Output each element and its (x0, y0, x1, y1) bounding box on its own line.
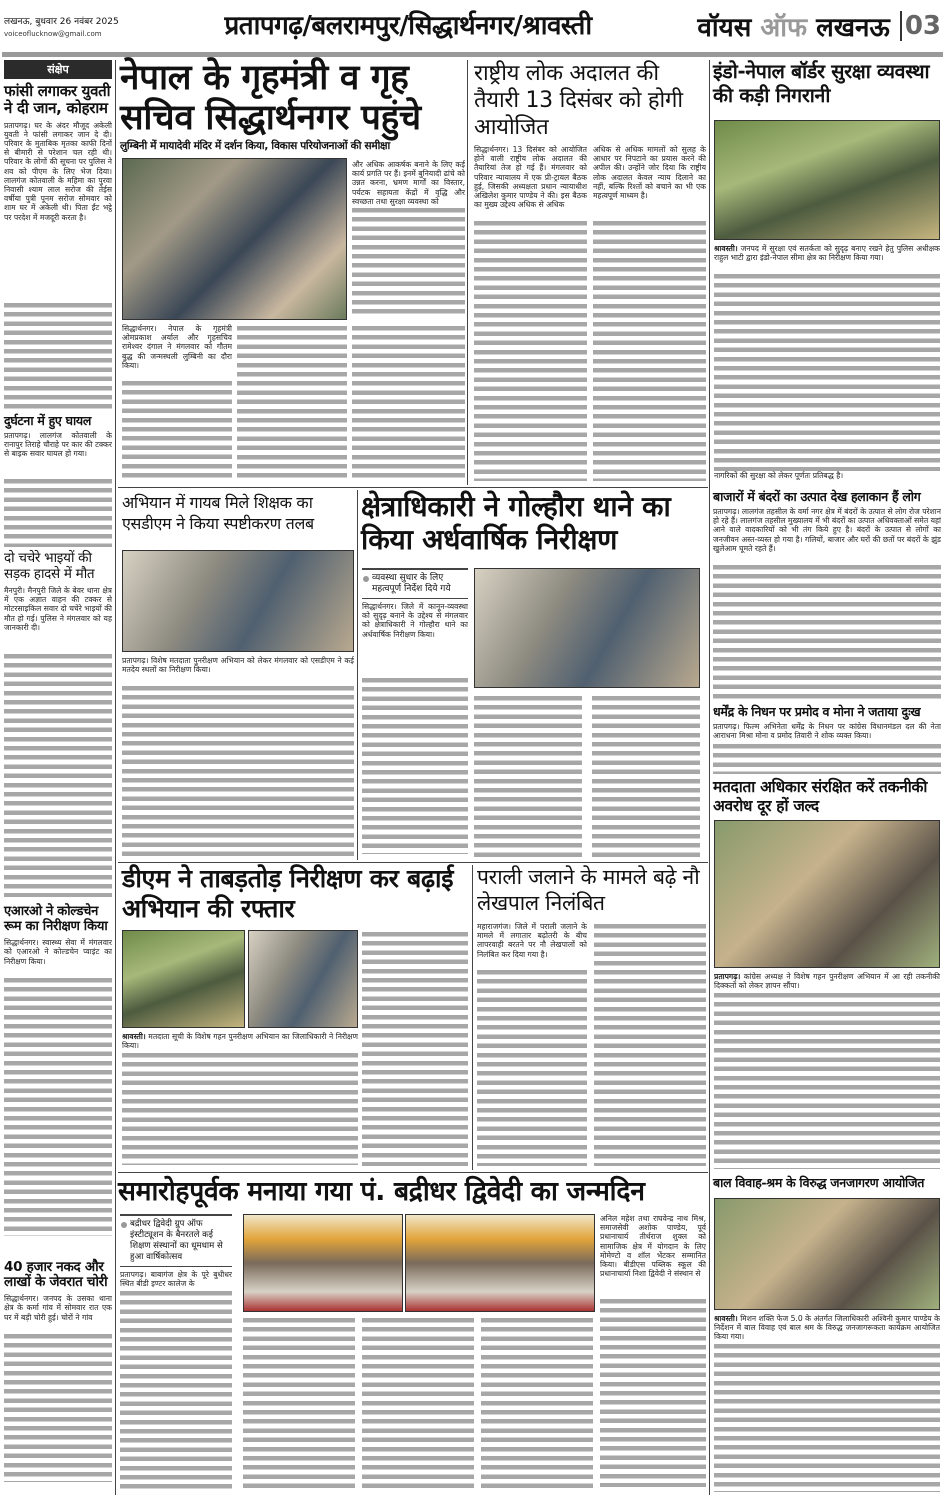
photo-nepal-officials (122, 158, 347, 320)
matdata-body (714, 972, 940, 1169)
column-divider (467, 60, 468, 485)
article-chori (4, 1260, 112, 1482)
article-fansi (4, 83, 112, 410)
body-text-lines (714, 272, 940, 471)
body-text-lines (714, 991, 940, 1169)
body-text-lines (713, 563, 941, 701)
photo-border-patrol (714, 120, 940, 240)
headline: बाजारों में बंदरों का उत्पात देख हलाकान हैं लोग (713, 489, 921, 504)
body-text-lines (4, 976, 112, 1236)
body-text-lines (4, 652, 112, 897)
photo-congress-memo (714, 820, 940, 968)
headline: समारोहपूर्वक मनाया गया पं. बद्रीधर द्विवेदी का जन्मदिन (118, 1176, 645, 1207)
email: voiceoflucknow@gmail.com (4, 30, 102, 38)
body-text-lines (474, 694, 582, 858)
headline: अभियान में गायब मिले शिक्षक का एसडीएम ने किया स्पष्टीकरण तलब (122, 493, 314, 533)
article-body: महाराजगंज। जिले में पराली जलाने के मामले में लगातार बढ़ोतरी के बीच लापरवाही बरतने पर नौ लेखपालों को निलंबित कर दिया गया है। (477, 922, 587, 959)
body-text-lines (122, 684, 354, 856)
headline: दो चचेरे भाइयों की सड़क हादसे में मौत (4, 550, 95, 582)
article-body: प्रतापगढ़। लालगंज कोतवाली के रानापुर तिराहे चौराहे पर कार की टक्कर से बाइक सवार घायल हो गया। (4, 430, 112, 458)
body-text-lines (362, 676, 468, 854)
article-body: और अधिक आकर्षक बनाने के लिए कई कार्य प्रगति पर हैं। इनमें बुनियादी ढांचे को उन्नत करना, भ्रमण मार्गों का विस्तार, पर्यटक सहायता केंद्रों में वृद्धि और स्वच्छता तथा सुरक्षा व्यवस्था को (352, 160, 465, 206)
photo-birthday-2 (405, 1214, 595, 1312)
headline: क्षेत्राधिकारी ने गोल्हौरा थाने का किया अर्धवार्षिक निरीक्षण (361, 490, 671, 556)
lok-adalat-col1 (474, 145, 587, 481)
caption-text: कांग्रेस अध्यक्ष ने विशेष गहन पुनरीक्षण अभियान में आ रही तकनीकी दिक्कतों को लेकर ज्ञापन सौंपा। (714, 972, 940, 991)
article-body: अधिक से अधिक मामलों को सुलह के आधार पर निपटाने का प्रयास करने की अपील की। उन्होंने जोर दिया कि राष्ट्रीय लोक अदालत केवल न्याय दिलाने का नहीं, बल्कि रिश्तों को बचाने का भी एक महत्वपूर्ण माध्यम है। (593, 145, 706, 201)
body-text-lines (122, 379, 232, 481)
row-divider (118, 862, 708, 863)
dm-body (122, 1032, 358, 1165)
row-divider (118, 1172, 708, 1173)
article-body: सिद्धार्थनगर। जनपद के उसका थाना क्षेत्र के कर्मा गांव में सोमवार रात एक घर में बड़ी चोरी हुई। चोरों ने गांव (4, 1294, 112, 1322)
article-body: सिद्धार्थनगर। नेपाल के गृहमंत्री ओमप्रकाश अर्याल और गृहसचिव रामेश्वर दंगाल ने मंगलवार को गौतम बुद्ध की जन्मस्थली लुम्बिनी का दौरा किया। (122, 324, 232, 370)
masthead (4, 2, 941, 50)
headline: एआरओ ने कोल्डचेन रूम का निरीक्षण किया (4, 904, 108, 934)
article-body: अनिल महेश तथा राघवेन्द्र नाथ मिश्र, समाजसेवी अशोक पाण्डेय, पूर्व प्रधानाचार्य तीर्थराज शुक्ल को सामाजिक क्षेत्र में योगदान के लिए मोमेण्टो व शॉल भेंटकर सम्मानित किया। बीडीएस पब्लिक स्कूल की प्रधानाचार्या निशा द्विवेदी ने संस्थान से (600, 1214, 706, 1279)
header-divider (2, 52, 943, 57)
article-indo-nepal (713, 60, 941, 108)
nepal-col1 (122, 324, 232, 481)
section-label: संक्षेप (4, 60, 112, 79)
body-text-lines (4, 301, 112, 410)
body-text-lines (481, 1316, 593, 1492)
article-body: सिद्धार्थनगर। जिले में कानून-व्यवस्था को सुदृढ़ बनाने के उद्देश्य से मंगलवार को क्षेत्राधिकारी ने गोल्हौरा थाने का अर्धवार्षिक निरीक्षण किया। (362, 602, 468, 639)
article-samaroh (118, 1176, 708, 1208)
body-text-lines (362, 1316, 474, 1492)
headline: मतदाता अधिकार संरक्षित करें तकनीकी अवरोध दूर हों जल्द (713, 778, 928, 815)
page-number: 03 (900, 11, 941, 41)
body-text-lines (474, 219, 587, 481)
article-body: सिद्धार्थनगर। स्वास्थ्य सेवा में मंगलवार को एआरओ ने कोल्डचेन प्वाइंट का निरीक्षण किया। (4, 938, 112, 966)
article-kshetradhikari (361, 490, 701, 556)
caption-place: श्रावस्ती। (714, 244, 738, 253)
body-text-lines (713, 742, 941, 774)
article-dharmendra (713, 705, 941, 774)
abhiyan-body (122, 656, 354, 856)
article-monkeys (713, 490, 941, 701)
article-body: मैनपुरी। मैनपुरी जिले के बेवर थाना क्षेत्र में एक अज्ञात वाहन की टक्कर से मोटरसाइकिल सवार दो चचेरे भाइयों की मौत हो गई। पुलिस ने मंगलवार को यह जानकारी दी। (4, 586, 112, 632)
body-text-lines (352, 324, 465, 481)
masthead-logo (697, 8, 889, 44)
photo-police-station (474, 568, 700, 688)
highlight-bullet: बद्रीधर द्विवेदी ग्रुप ऑफ इंस्टीट्यूशन के बैनरतले कई शिक्षण संस्थानों का धूमधाम से हुआ वार्षिकोत्सव (120, 1214, 232, 1267)
headline: धर्मेंद्र के निधन पर प्रमोद व मोना ने जताया दुःख (713, 704, 921, 719)
column-divider (472, 865, 473, 1170)
article-dm (122, 864, 470, 924)
photo-dm-inspection-1 (122, 930, 245, 1028)
headline: 40 हजार नकद और लाखों के जेवरात चोरी (4, 1259, 108, 1291)
body-text-lines (594, 922, 706, 1166)
body-text-lines (120, 1289, 232, 1489)
article-body: प्रतापगढ़। फिल्म अभिनेता धर्मेंद्र के निधन पर कांग्रेस विधानमंडल दल की नेता आराधना मिश्रा मोना व प्रमोद तिवारी ने शोक व्यक्त किया। (713, 722, 941, 741)
caption-text: जनपद में सुरक्षा एवं सतर्कता को सुदृढ़ बनाए रखने हेतु पुलिस अधीक्षक राहुल भाटी द्वारा इंडो-नेपाल सीमा क्षेत्र का निरीक्षण किया गया। (714, 244, 940, 263)
samaroh-col1 (120, 1214, 232, 1489)
photo-caption (122, 1032, 358, 1051)
caption-text: मतदाता सूची के विशेष गहन पुनरीक्षण अभियान का जिलाधिकारी ने निरीक्षण किया। (122, 1032, 358, 1051)
body-text-lines (714, 1342, 940, 1492)
brand-word: लखनऊ (816, 13, 890, 43)
headline: डीएम ने ताबड़तोड़ निरीक्षण कर बढ़ाई अभियान की रफ्तार (122, 864, 454, 923)
body-text-lines (477, 968, 587, 1166)
caption-place: प्रतापगढ़। (714, 972, 741, 981)
photo-caption (714, 244, 940, 272)
caption-place: श्रावस्ती। (714, 1314, 738, 1323)
article-body: नागरिकों की सुरक्षा को लेकर पूर्णतः प्रतिबद्ध है। (714, 471, 844, 480)
dateline: लखनऊ, बुधवार 26 नवंबर 2025 (4, 17, 119, 27)
body-text-lines (352, 206, 465, 316)
column-divider (115, 60, 116, 1495)
body-text-lines (4, 477, 112, 547)
article-chachere-bhai (4, 551, 112, 897)
article-body: सिद्धार्थनगर। 13 दिसंबर को आयोजित होने वाली राष्ट्रीय लोक अदालत की तैयारियां तेज हो गई हैं। मंगलवार को परिवार न्यायालय में एक प्री-ट्रायल बैठक हुई, जिसकी अध्यक्षता प्रधान न्यायाधीश अखिलेश कुमार पाण्डेय ने की। इस बैठक का मुख्य उद्देश्य अधिक से अधिक (474, 145, 587, 210)
lok-adalat-col2 (593, 145, 706, 481)
caption-text: मिशन शक्ति फेज 5.0 के अंतर्गत जिलाधिकारी अश्विनी कुमार पाण्डेय के निर्देशन में बाल विवाह एवं बाल श्रम के विरुद्ध जनजागरूकता कार्यक्रम आयोजित किया गया। (714, 1314, 940, 1342)
photo-dm-inspection-2 (248, 930, 358, 1028)
indo-nepal-body (714, 244, 940, 480)
body-text-lines (122, 1051, 358, 1165)
headline: राष्ट्रीय लोक अदालत की तैयारी 13 दिसंबर को होगी आयोजित (474, 61, 683, 140)
body-text-lines (243, 1316, 355, 1492)
samaroh-col-right (600, 1214, 706, 1487)
article-matdata (713, 778, 941, 816)
subheadline: लुम्बिनी में मायादेवी मंदिर में दर्शन किया, विकास परियोजनाओं की समीक्षा (120, 140, 390, 152)
body-text-lines (237, 324, 347, 481)
photo-birthday-1 (243, 1214, 403, 1312)
highlight-bullet: व्यवस्था सुधार के लिए महत्वपूर्ण निर्देश दिये गये (362, 568, 468, 599)
article-body: प्रतापगढ़। घर के अंदर मौजूद अकेली युवती ने फांसी लगाकर जान दे दी। परिवार के मुताबिक मृतका काफी दिनों से बीमारी से परेशान चल रही थी। परिवार के लोगों की सूचना पर पुलिस ने शव को पीएम के लिए भेज दिया। लालगंज कोतवाली के महिमा का पुरवा निवासी श्याम लाल सरोज की तेईस वर्षीया पुत्री पूनम सरोज सोमवार को शाम घर में अकेली थी। पिता ईंट भट्ठे पर परदेश में मजदूरी करता है। (4, 120, 112, 222)
article-body: प्रतापगढ़। बाबागंज क्षेत्र के पूरे बुधीधर स्थित बीडी इण्टर कालेज के (120, 1270, 232, 1289)
dateline-block (4, 14, 119, 38)
headline: फांसी लगाकर युवती ने दी जान, कोहराम (4, 82, 111, 117)
article-body: प्रतापगढ़। लालगंज तहसील के वर्मा नगर क्षेत्र में बंदरों के उत्पात से लोग रोज परेशान हो रहे हैं। लालगंज तहसील मुख्यालय में भी बंदरों का उत्पात अधिवक्ताओं समेत यहां आने वाले वादकारियों को भी तंग किये हुए है। बंदरों के उत्पात से लोगों का जनजीवन अस्त-व्यस्त हो गया है। गलियों, बाजार और घरों की छतों पर बंदरों के झुंड खुलेआम घूमते रहते हैं। (713, 507, 941, 553)
photo-caption (714, 1314, 940, 1342)
brand-word: वॉयस (697, 13, 752, 43)
column-divider (709, 60, 710, 1495)
article-abhiyan (122, 492, 354, 534)
caption-place: श्रावस्ती। (122, 1032, 146, 1041)
row-divider (118, 487, 708, 488)
photo-sdm-inspection (122, 550, 354, 652)
article-aro (4, 905, 112, 1236)
headline: पराली जलाने के मामले बढ़े नौ लेखपाल निलंबित (477, 865, 700, 915)
body-text-lines (362, 930, 468, 1166)
body-text-lines (4, 1332, 112, 1482)
photo-caption (714, 972, 940, 991)
body-text-lines (592, 694, 700, 858)
headline: दुर्घटना में हुए घायल (4, 412, 92, 428)
article-bal-vivah (713, 1176, 941, 1190)
parali-col1 (477, 922, 587, 1166)
article-lok-adalat (474, 60, 706, 141)
headline: नेपाल के गृहमंत्री व गृह सचिव सिद्धार्थनगर पहुंचे (120, 58, 421, 138)
article-body: प्रतापगढ़। विशेष मतदाता पुनरीक्षण अभियान को लेकर मंगलवार को एसडीएम ने कई मतदेय स्थलों का निरीक्षण किया। (122, 656, 354, 675)
bal-vivah-body (714, 1314, 940, 1492)
article-nepal (120, 58, 465, 153)
side-text (352, 160, 465, 316)
body-text-lines (593, 219, 706, 481)
column-divider (357, 490, 358, 860)
kshetradhikari-col1 (362, 568, 468, 854)
headline: बाल विवाह-श्रम के विरुद्ध जनजागरण आयोजित (713, 1175, 925, 1190)
brand-word: ऑफ (760, 13, 807, 43)
article-durghatna (4, 414, 112, 547)
article-parali (477, 864, 705, 916)
headline: इंडो-नेपाल बॉर्डर सुरक्षा व्यवस्था की कड़ी निगरानी (713, 60, 930, 107)
photo-awareness-camp (714, 1198, 940, 1310)
body-text-lines (600, 1297, 706, 1487)
section-title: प्रतापगढ़/बलरामपुर/सिद्धार्थनगर/श्रावस्ती (224, 10, 592, 41)
